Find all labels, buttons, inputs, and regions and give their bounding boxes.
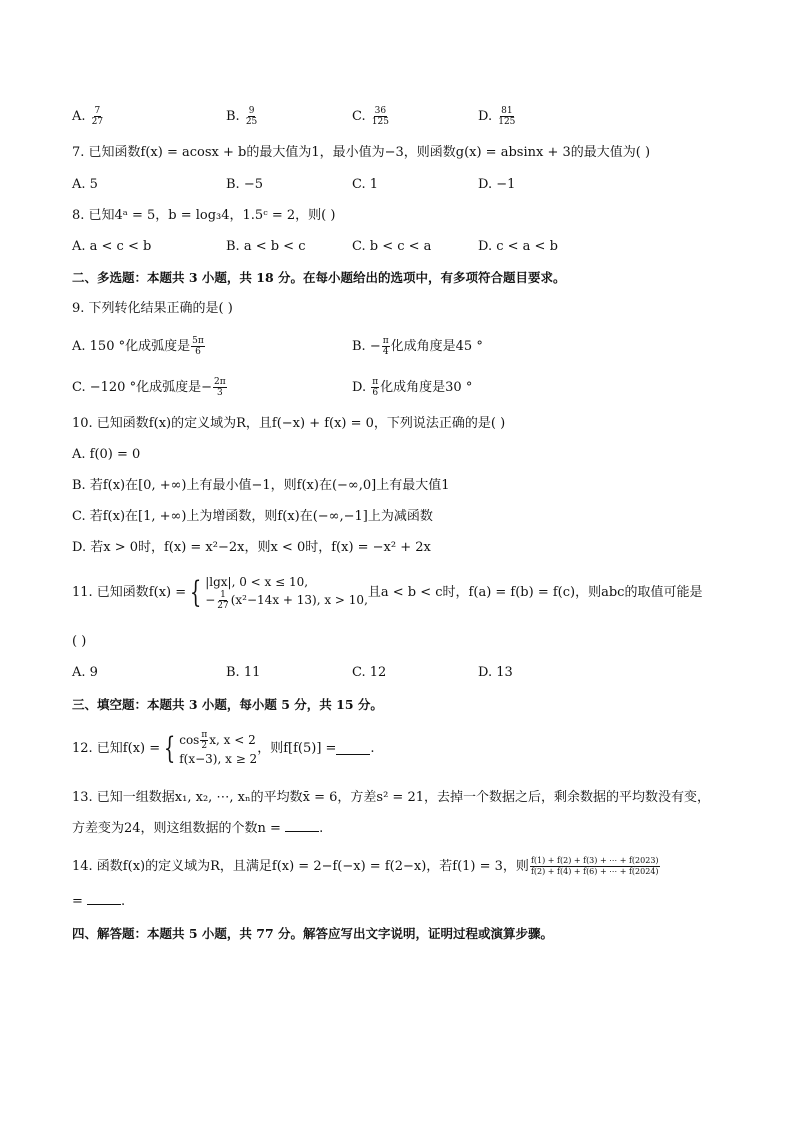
q6-option-c: C. $\frac{36}{125}$: [352, 106, 389, 127]
q14-stem: 14. 函数f(x)的定义域为R，且满足f(x) = 2−f(−x) = f(2−x)，若f(1) = 3，则 $\frac{f(1) + f(2) + f(3) + \cdots + f(2023)}{f(2) + f(4) + f(6) + \cdots + f(2024)}$: [72, 856, 659, 876]
section-4-heading: 四、解答题：本题共 5 小题，共 77 分。解答应写出文字说明，证明过程或演算步骤。: [72, 926, 554, 941]
q10-option-c: C. 若f(x)在[1, +∞)上为增函数，则f(x)在(−∞,−1]上为减函数: [72, 509, 433, 524]
q6-option-a: A. $\frac{7}{27}$: [72, 106, 104, 127]
q10-option-a: A. f(0) = 0: [72, 447, 141, 462]
q12-piecewise: cos $\frac{\pi}{2}$ x, x < 2 f(x−3), x ≥ 2: [179, 730, 258, 766]
q9-option-b: B. − $\frac{\pi}{4}$ 化成角度是45 °: [352, 336, 483, 357]
q6-option-b: B. $\frac{9}{25}$: [226, 106, 258, 127]
q11-stem: 11. 已知函数f(x) = { |lgx|, 0 < x ≤ 10, − $\frac{1}{27}$ (x²−14x + 13), x > 10, 且a < b < c时，f(a) = f(b) = f(c)，则abc的取值可能是: [72, 574, 703, 611]
q9-option-c: C. −120 °化成弧度是− $\frac{2\pi}{3}$: [72, 377, 226, 398]
q9-option-d: D. $\frac{\pi}{6}$ 化成角度是30 °: [352, 377, 473, 398]
section-2-heading: 二、多选题：本题共 3 小题，共 18 分。在每小题给出的选项中，有多项符合题目要求。: [72, 270, 566, 285]
q12-answer-blank[interactable]: [336, 742, 370, 755]
q7-option-b: B. −5: [226, 177, 263, 192]
q11-option-a: A. 9: [72, 665, 98, 680]
q12-brace: {: [163, 730, 176, 766]
q11-piecewise: |lgx|, 0 < x ≤ 10, − $\frac{1}{27}$ (x²−14x + 13), x > 10,: [205, 575, 368, 611]
q11-brace: {: [189, 574, 202, 610]
q10-stem: 10. 已知函数f(x)的定义域为R，且f(−x) + f(x) = 0，下列说法正确的是( ): [72, 416, 506, 431]
q7-option-a: A. 5: [72, 177, 98, 192]
q10-option-d: D. 若x > 0时，f(x) = x²−2x，则x < 0时，f(x) = −x² + 2x: [72, 540, 431, 555]
q8-option-a: A. a < c < b: [72, 239, 152, 254]
q6-option-d: D. $\frac{81}{125}$: [478, 106, 516, 127]
q8-option-b: B. a < b < c: [226, 239, 306, 254]
q7-option-d: D. −1: [478, 177, 516, 192]
q14-answer-blank[interactable]: [87, 892, 121, 905]
q9-stem: 9. 下列转化结果正确的是( ): [72, 301, 233, 316]
q10-option-b: B. 若f(x)在[0, +∞)上有最小值−1，则f(x)在(−∞,0]上有最大值1: [72, 478, 450, 493]
q7-stem: 7. 已知函数f(x) = acosx + b的最大值为1，最小值为−3，则函数g(x) = absinx + 3的最大值为( ): [72, 145, 651, 160]
q9-option-a: A. 150 °化成弧度是 $\frac{5\pi}{6}$: [72, 336, 204, 357]
q8-stem: 8. 已知4ᵃ = 5，b = log₃4，1.5ᶜ = 2，则( ): [72, 208, 336, 223]
q8-option-c: C. b < c < a: [352, 239, 432, 254]
section-3-heading: 三、填空题：本题共 3 小题，每小题 5 分，共 15 分。: [72, 697, 383, 712]
q11-option-d: D. 13: [478, 665, 513, 680]
q13-answer-blank[interactable]: [285, 819, 319, 832]
q8-option-d: D. c < a < b: [478, 239, 558, 254]
q12-stem: 12. 已知f(x) = { cos $\frac{\pi}{2}$ x, x < 2 f(x−3), x ≥ 2 ，则f[f(5)] = .: [72, 730, 375, 766]
q13-line-2: 方差变为24，则这组数据的个数n = .: [72, 821, 324, 836]
q7-option-c: C. 1: [352, 177, 379, 192]
q11-option-b: B. 11: [226, 665, 261, 680]
q14-line-2: = .: [72, 894, 126, 909]
q11-paren: ( ): [72, 634, 87, 649]
q11-option-c: C. 12: [352, 665, 387, 680]
q13-line-1: 13. 已知一组数据x₁, x₂, ⋯, xₙ的平均数x̄ = 6，方差s² = 21，去掉一个数据之后，剩余数据的平均数没有变，: [72, 790, 710, 805]
